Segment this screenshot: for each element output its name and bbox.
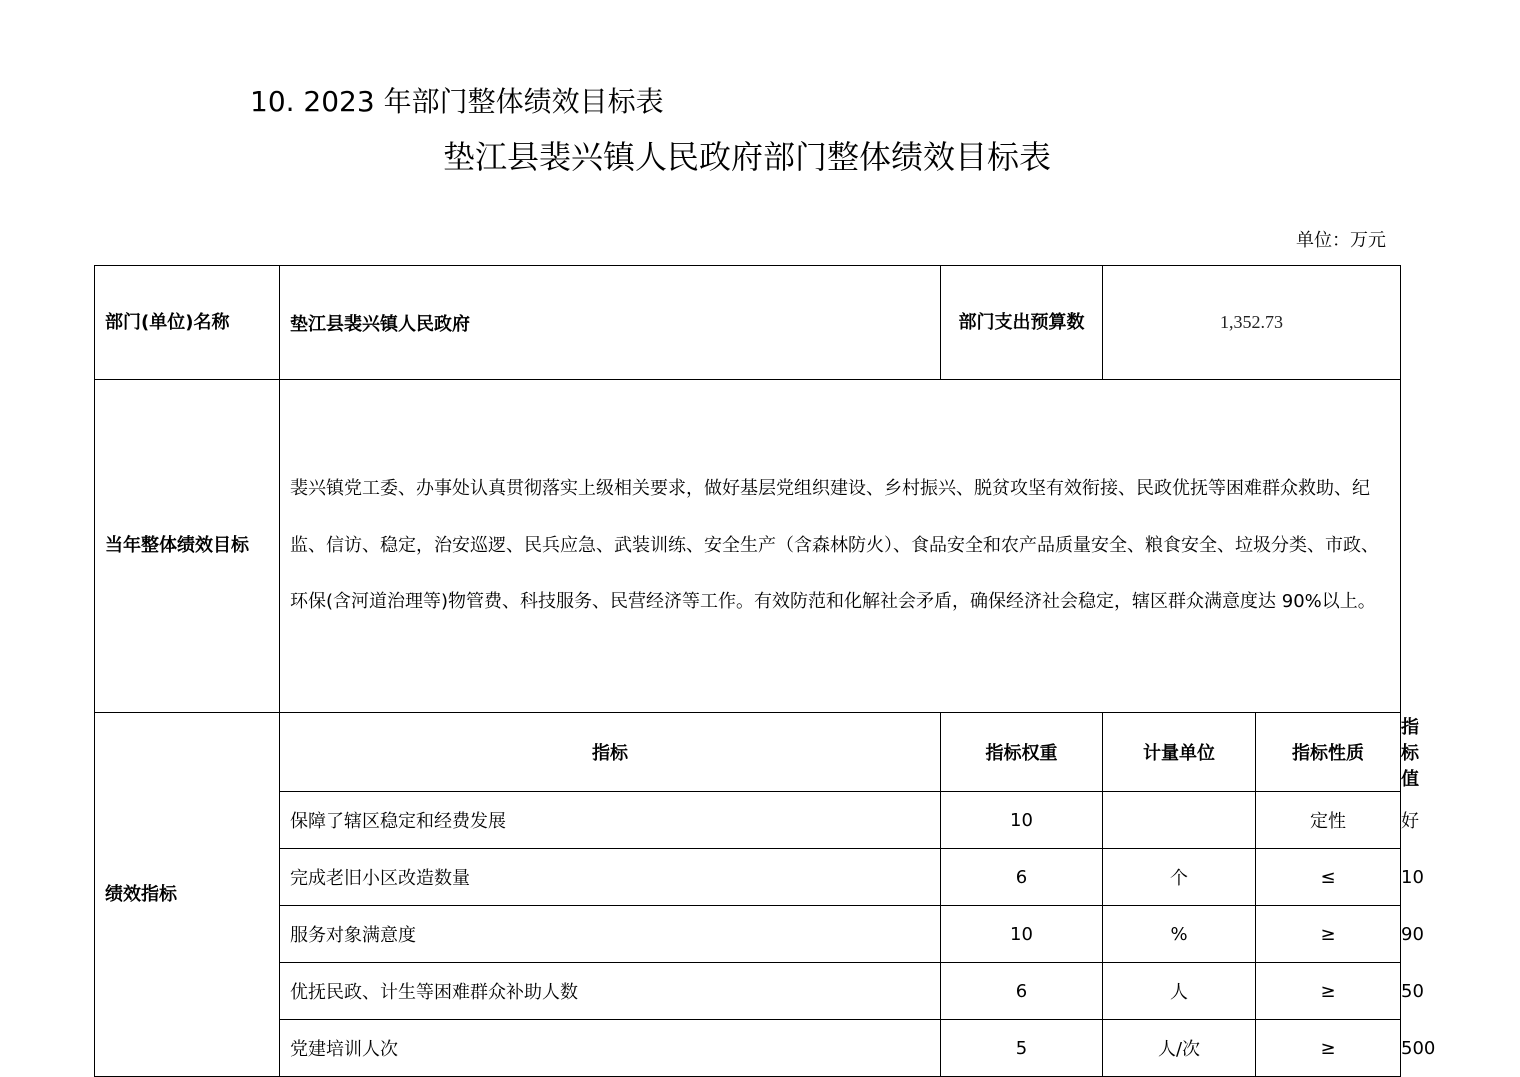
indicator-unit <box>1103 792 1256 849</box>
indicator-name: 党建培训人次 <box>280 1020 941 1077</box>
table-row: 党建培训人次 5 人/次 ≥ 500 <box>95 1020 1401 1077</box>
budget-value: 1,352.73 <box>1103 266 1401 380</box>
dept-row <box>95 266 1401 380</box>
col-header-weight: 指标权重 <box>941 713 1103 792</box>
section-heading: 10. 2023 年部门整体绩效目标表 <box>250 85 664 118</box>
table-row: 完成老旧小区改造数量 6 个 ≤ 10 <box>95 849 1401 906</box>
indicator-weight: 10 <box>941 906 1103 963</box>
unit-label: 单位：万元 <box>1296 230 1386 251</box>
table-row: 保障了辖区稳定和经费发展 10 定性 好 <box>95 792 1401 849</box>
indicator-weight: 6 <box>941 963 1103 1020</box>
indicators-label: 绩效指标 <box>95 713 280 1077</box>
table-row: 服务对象满意度 10 % ≥ 90 <box>95 906 1401 963</box>
budget-label: 部门支出预算数 <box>941 266 1103 380</box>
col-header-nature: 指标性质 <box>1256 713 1401 792</box>
indicator-weight: 6 <box>941 849 1103 906</box>
col-header-indicator: 指标 <box>280 713 941 792</box>
indicator-nature: ≥ <box>1256 906 1401 963</box>
indicator-nature: ≤ <box>1256 849 1401 906</box>
indicator-weight: 10 <box>941 792 1103 849</box>
indicator-nature: ≥ <box>1256 963 1401 1020</box>
indicator-unit: 人/次 <box>1103 1020 1256 1077</box>
dept-label: 部门(单位)名称 <box>95 266 280 380</box>
indicator-name: 完成老旧小区改造数量 <box>280 849 941 906</box>
page-title: 垫江县裴兴镇人民政府部门整体绩效目标表 <box>442 138 1051 176</box>
col-header-unit: 计量单位 <box>1103 713 1256 792</box>
table-row: 优抚民政、计生等困难群众补助人数 6 人 ≥ 50 <box>95 963 1401 1020</box>
indicator-name: 优抚民政、计生等困难群众补助人数 <box>280 963 941 1020</box>
indicator-name: 保障了辖区稳定和经费发展 <box>280 792 941 849</box>
indicator-unit: % <box>1103 906 1256 963</box>
dept-value: 垫江县裴兴镇人民政府 <box>280 266 941 380</box>
indicator-nature: ≥ <box>1256 1020 1401 1077</box>
indicator-name: 服务对象满意度 <box>280 906 941 963</box>
indicator-unit: 人 <box>1103 963 1256 1020</box>
indicator-nature: 定性 <box>1256 792 1401 849</box>
goal-label: 当年整体绩效目标 <box>95 380 280 713</box>
performance-table <box>94 265 1436 1077</box>
goal-text: 裴兴镇党工委、办事处认真贯彻落实上级相关要求，做好基层党组织建设、乡村振兴、脱贫攻坚有效衔接、民政优抚等困难群众救助、纪监、信访、稳定，治安巡逻、民兵应急、武装训练、安全生产（含森林防火）、食品安全和农产品质量安全、粮食安全、垃圾分类、市政、环保(含河道治理等)物管费、科技服务、民营经济等工作。有效防范和化解社会矛盾，确保经济社会稳定，辖区群众满意度达 90%以上。 <box>280 380 1401 713</box>
indicator-header-row: 绩效指标 指标 指标权重 计量单位 指标性质 指标值 <box>95 713 1401 792</box>
goal-row <box>95 380 1401 713</box>
indicator-weight: 5 <box>941 1020 1103 1077</box>
indicator-unit: 个 <box>1103 849 1256 906</box>
